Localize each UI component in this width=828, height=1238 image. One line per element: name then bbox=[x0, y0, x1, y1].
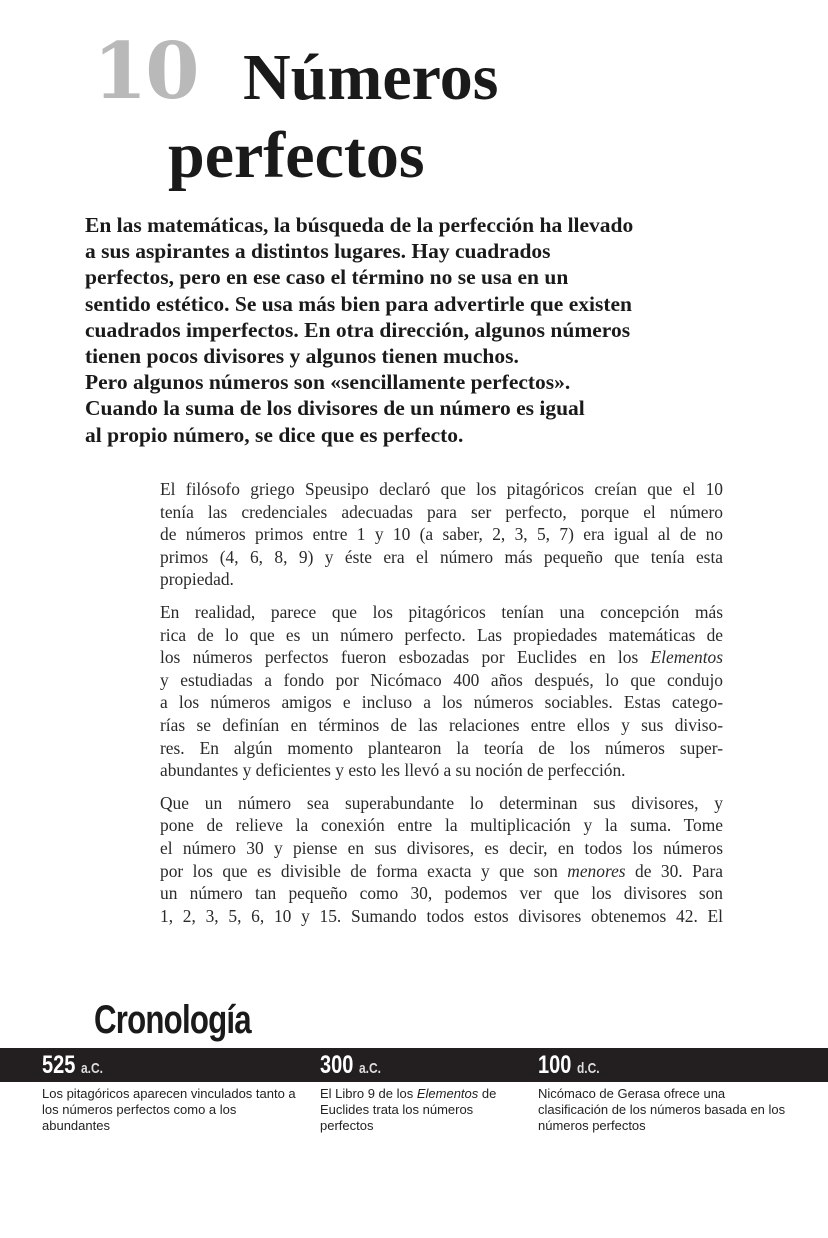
timeline-text: Nicómaco de Gerasa ofrece una clasificación de los números basada en los números perfectos bbox=[538, 1086, 786, 1133]
chapter-number: 10 bbox=[93, 26, 198, 117]
timeline-year bbox=[320, 1051, 381, 1080]
text-line: abundantes y deficientes y esto les llevó a su noción de perfección. bbox=[160, 760, 626, 781]
text-line: y estudiadas a fondo por Nicómaco 400 años después, lo que condujo bbox=[160, 669, 723, 690]
year-number: 100 bbox=[538, 1051, 572, 1079]
timeline-bar bbox=[0, 1048, 828, 1082]
intro-line: al propio número, se dice que es perfecto. bbox=[85, 422, 464, 447]
chapter-title-line1: Números bbox=[243, 41, 499, 114]
paragraph bbox=[160, 478, 723, 591]
year-era: d.C. bbox=[576, 1060, 600, 1077]
intro-line: a sus aspirantes a distintos lugares. Hay cuadrados bbox=[85, 239, 551, 264]
paragraph bbox=[160, 601, 723, 782]
text-line: 1, 2, 3, 5, 6, 10 y 15. Sumando todos estos divisores obtenemos 42. El bbox=[160, 905, 723, 926]
timeline-heading: Cronología bbox=[94, 998, 251, 1042]
text-line: los números perfectos fueron esbozadas por Euclides en los Elementos bbox=[160, 647, 723, 668]
intro-line: cuadrados imperfectos. En otra dirección, algunos números bbox=[85, 317, 631, 342]
timeline-year bbox=[538, 1051, 600, 1080]
year-number: 525 bbox=[42, 1051, 76, 1079]
intro-paragraph bbox=[85, 212, 725, 448]
text-line: rías se definían en términos de las relaciones entre ellos y sus diviso- bbox=[160, 714, 723, 735]
timeline-text: El Libro 9 de los Elementos de Euclides trata los números perfectos bbox=[320, 1086, 497, 1133]
chapter-title-line2: perfectos bbox=[168, 119, 425, 192]
intro-line: Pero algunos números son «sencillamente perfectos». bbox=[85, 370, 571, 395]
intro-line: sentido estético. Se usa más bien para advertirle que existen bbox=[85, 291, 633, 316]
text-line: propiedad. bbox=[160, 569, 234, 590]
timeline-text: Los pitagóricos aparecen vinculados tanto a los números perfectos como a los abundantes bbox=[42, 1086, 296, 1133]
text-line: rica de lo que es un número perfecto. Las propiedades matemáticas de bbox=[160, 624, 723, 645]
intro-line: tienen pocos divisores y algunos tienen muchos. bbox=[85, 344, 519, 369]
text-line: de números primos entre 1 y 10 (a saber, 2, 3, 5, 7) era igual al de no bbox=[160, 524, 723, 545]
text-line: primos (4, 6, 8, 9) y éste era el número más pequeño que tenía esta bbox=[160, 546, 723, 567]
timeline-year bbox=[42, 1051, 103, 1080]
intro-line: perfectos, pero en ese caso el término no se usa en un bbox=[85, 265, 569, 290]
text-line: por los que es divisible de forma exacta y que son menores de 30. Para bbox=[160, 860, 723, 881]
text-line: El filósofo griego Speusipo declaró que los pitagóricos creían que el 10 bbox=[160, 479, 723, 499]
intro-line: En las matemáticas, la búsqueda de la perfección ha llevado bbox=[85, 213, 634, 237]
text-line: Que un número sea superabundante lo determinan sus divisores, y bbox=[160, 792, 723, 813]
paragraph bbox=[160, 792, 723, 928]
text-line: res. En algún momento plantearon la teoría de los números super- bbox=[160, 737, 723, 758]
text-line: pone de relieve la conexión entre la multiplicación y la suma. Tome bbox=[160, 815, 723, 836]
text-line: tenía las credenciales adecuadas para ser perfecto, porque el número bbox=[160, 501, 723, 522]
text-line: un número tan pequeño como 30, podemos ver que los divisores son bbox=[160, 883, 723, 904]
year-era: a.C. bbox=[358, 1060, 381, 1077]
text-line: el número 30 y piense en sus divisores, es decir, en todos los números bbox=[160, 837, 723, 858]
intro-line: Cuando la suma de los divisores de un número es igual bbox=[85, 396, 585, 421]
year-era: a.C. bbox=[80, 1060, 103, 1077]
body-text bbox=[160, 478, 723, 937]
text-line: a los números amigos e incluso a los números sociables. Estas catego- bbox=[160, 692, 723, 713]
year-number: 300 bbox=[320, 1051, 354, 1079]
text-line: En realidad, parece que los pitagóricos tenían una concepción más bbox=[160, 601, 723, 622]
